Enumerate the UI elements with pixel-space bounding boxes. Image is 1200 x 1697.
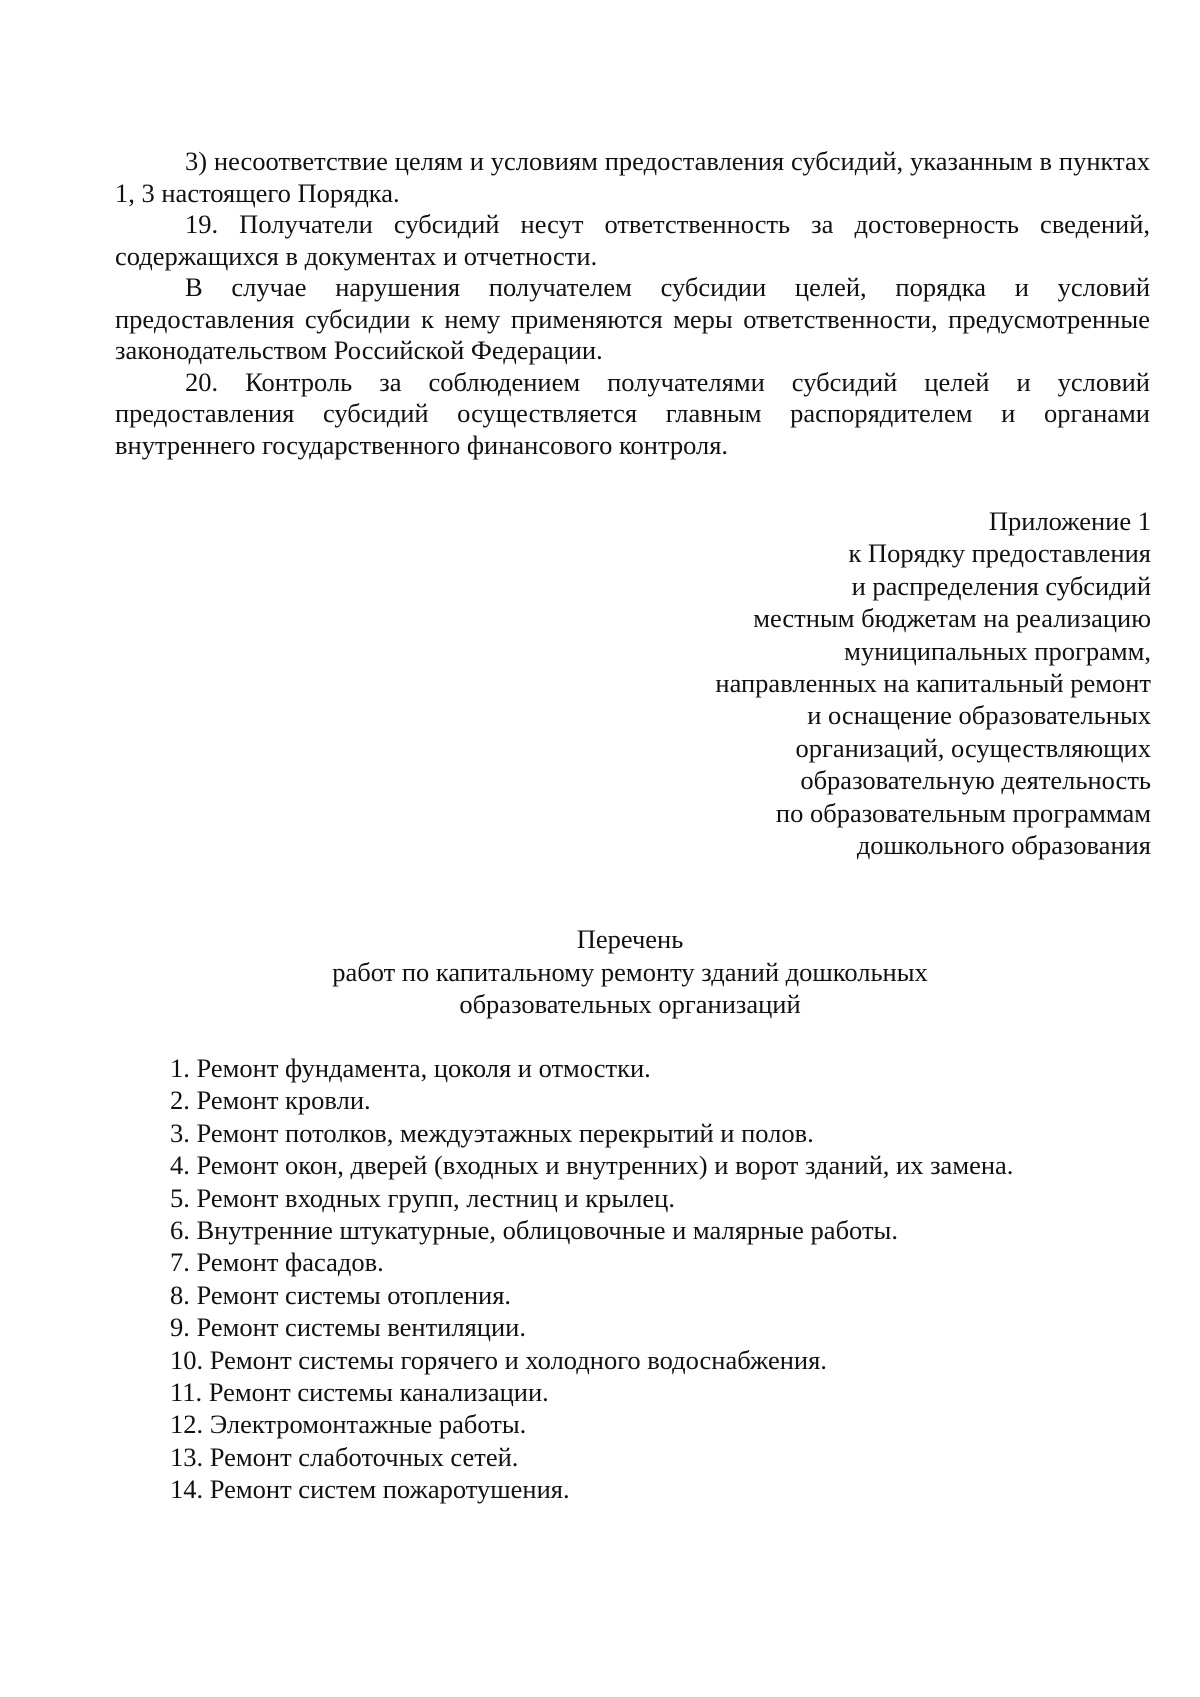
appendix-line: по образовательным программам: [775, 797, 1151, 828]
appendix-line: образовательную деятельность: [800, 765, 1151, 796]
list-item: 10. Ремонт системы горячего и холодного водоснабжения.: [170, 1344, 827, 1375]
list-item: 9. Ремонт системы вентиляции.: [170, 1312, 526, 1343]
appendix-line: муниципальных программ,: [844, 635, 1151, 666]
list-item: 1. Ремонт фундамента, цоколя и отмостки.: [170, 1053, 651, 1083]
paragraph: 20. Контроль за соблюдением получателями субсидий целей и условий предоставления субсидий осуществляется главным распорядителем и органами внутреннего государственного финансового контроля.: [115, 366, 1150, 460]
body-text: [115, 146, 1150, 461]
appendix-line: направленных на капитальный ремонт: [715, 668, 1151, 699]
list-item: 2. Ремонт кровли.: [170, 1085, 371, 1116]
list-item: 8. Ремонт системы отопления.: [170, 1279, 512, 1310]
list-item: 3. Ремонт потолков, междуэтажных перекрытий и полов.: [170, 1117, 814, 1148]
list-item: 4. Ремонт окон, дверей (входных и внутренних) и ворот зданий, их замена.: [170, 1150, 1014, 1181]
appendix-line: и оснащение образовательных: [807, 700, 1151, 731]
list-item: 12. Электромонтажные работы.: [170, 1409, 527, 1440]
works-list: [170, 1052, 1150, 1506]
list-item: 13. Ремонт слаботочных сетей.: [170, 1441, 519, 1472]
list-item: 7. Ремонт фасадов.: [170, 1247, 384, 1278]
title-line: работ по капитальному ремонту зданий дошкольных: [332, 956, 928, 987]
appendix-heading: [551, 505, 1151, 861]
title-line: образовательных организаций: [459, 989, 801, 1019]
list-item: 5. Ремонт входных групп, лестниц и крылец.: [170, 1182, 675, 1213]
document-title: [0, 923, 1200, 1021]
paragraph: В случае нарушения получателем субсидии целей, порядка и условий предоставления субсидии к нему применяются меры ответственности, предусмотренные законодательством Российской Федерации.: [115, 272, 1150, 365]
appendix-line: к Порядку предоставления: [848, 538, 1151, 569]
appendix-line: дошкольного образования: [856, 830, 1151, 861]
appendix-line: и распределения субсидий: [851, 570, 1151, 601]
paragraph: 19. Получатели субсидий несут ответственность за достоверность сведений, содержащихся в документах и отчетности.: [115, 209, 1150, 271]
list-item: 14. Ремонт систем пожаротушения.: [170, 1474, 570, 1505]
appendix-line: организаций, осуществляющих: [795, 732, 1151, 763]
appendix-line: Приложение 1: [988, 506, 1151, 536]
paragraph: 3) несоответствие целям и условиям предоставления субсидий, указанным в пунктах 1, 3 настоящего Порядка.: [115, 146, 1150, 208]
list-item: 11. Ремонт системы канализации.: [170, 1377, 549, 1408]
appendix-line: местным бюджетам на реализацию: [753, 603, 1151, 634]
title-line: Перечень: [576, 924, 684, 954]
list-item: 6. Внутренние штукатурные, облицовочные и малярные работы.: [170, 1215, 898, 1246]
